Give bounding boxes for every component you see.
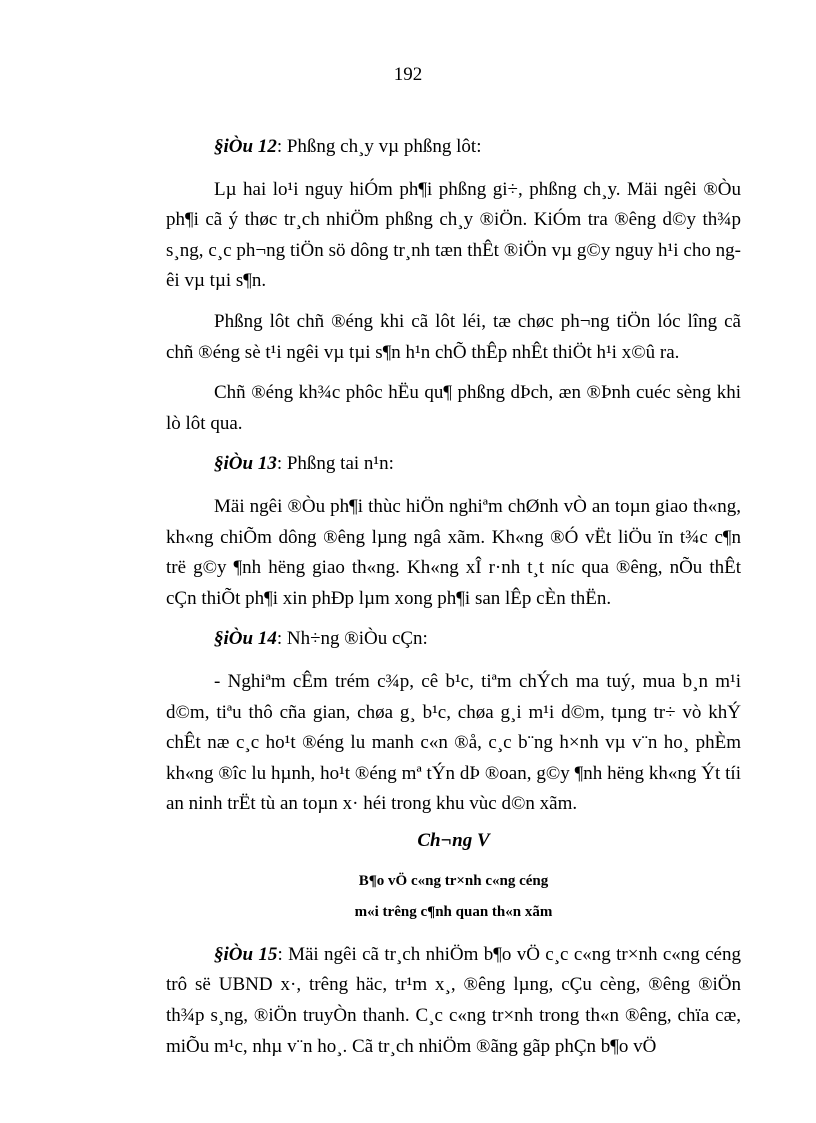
article-label: §iÒu 14	[214, 628, 277, 650]
article-text: : Mäi ngêi cã tr¸ch nhiÖm b¶o vÖ c¸c c«ng tr×nh c«ng céng trô së UBND x·, trêng häc, tr¹m x¸, ®êng lµng, cÇu cèng, ®êng ®iÖn th¾p s¸ng, ®iÖn truyÒn thanh. C¸c c«ng tr×nh trong th«n ®êng, chïa cæ, miÕu m¹c, nhµ v¨n ho¸. Cã tr¸ch nhiÖm ®ãng gãp phÇn b¶o vÖ	[166, 943, 741, 1057]
paragraph: Chñ ®éng kh¾c phôc hËu qu¶ phßng dÞch, æn ®Þnh cuéc sèng khi lò lôt qua.	[166, 382, 741, 434]
article-title: : Nh÷ng ®iÒu cÇn:	[276, 628, 428, 650]
chapter-subtitle-line-2: m«i trêng c¶nh quan th«n xãm	[354, 903, 553, 920]
document-body	[166, 132, 741, 1072]
article-label: §iÒu 12	[214, 136, 277, 157]
chapter-title: Ch¬ng V	[417, 829, 490, 851]
article-title: : Phßng tai n¹n:	[276, 453, 394, 475]
page-number: 192	[393, 64, 423, 85]
chapter-subtitle-line-1: B¶o vÖ c«ng tr×nh c«ng céng	[358, 872, 549, 889]
article-label: §iÒu 15	[214, 943, 278, 965]
article-14-heading	[166, 624, 741, 655]
article-13-heading	[166, 449, 741, 480]
paragraph: Mäi ngêi ®Òu ph¶i thùc hiÖn nghiªm chØnh vÒ an toµn giao th«ng, kh«ng chiÕm dông ®êng lµng ngâ xãm. Kh«ng ®Ó vËt liÖu ïn t¾c c¶n trë g©y ¶nh hëng giao th«ng. Kh«ng xÎ r·nh t¸t níc qua ®êng, nÕu thÊt cÇn thiÕt ph¶i xin phÐp lµm xong ph¶i san lÊp cÈn thËn.	[166, 495, 741, 609]
paragraph: Phßng lôt chñ ®éng khi cã lôt léi, tæ chøc ph¬ng tiÖn lóc lîng cã chñ ®éng sè t¹i ngêi vµ tµi s¶n h¹n chÕ thÊp nhÊt thiÖt h¹i x©û ra.	[166, 310, 741, 363]
article-title: : Phßng ch¸y vµ phßng lôt:	[276, 136, 482, 157]
article-15-paragraph	[166, 940, 741, 1062]
article-12-heading	[166, 132, 741, 163]
paragraph: Lµ hai lo¹i nguy hiÓm ph¶i phßng gi÷, phßng ch¸y. Mäi ngêi ®Òu ph¶i cã ý thøc tr¸ch nhiÖm phßng ch¸y ®iÖn. KiÓm tra ®êng d©y th¾p s¸ng, c¸c ph¬ng tiÖn sö dông tr¸nh tæn thÊt ®iÖn vµ g©y nguy h¹i cho ngêi vµ tµi s¶n.	[166, 178, 741, 292]
article-label: §iÒu 13	[214, 453, 277, 475]
paragraph: - Nghiªm cÊm trém c¾p, cê b¹c, tiªm chÝch ma tuý, mua b¸n m¹i d©m, tiªu thô cña gian, chøa g¸ b¹c, chøa g¸i m¹i d©m, tµng tr÷ vò khÝ chÊt næ c¸c ho¹t ®éng lu manh c«n ®å, c¸c b¨ng h×nh vµ v¨n ho¸ phÈm kh«ng ®îc lu hµnh, ho¹t ®éng mª tÝn dÞ ®oan, g©y ¶nh hëng kh«ng Ýt tíi an ninh trËt tù an toµn x· héi trong khu vùc d©n xãm.	[166, 670, 741, 815]
chapter-heading	[166, 830, 741, 928]
